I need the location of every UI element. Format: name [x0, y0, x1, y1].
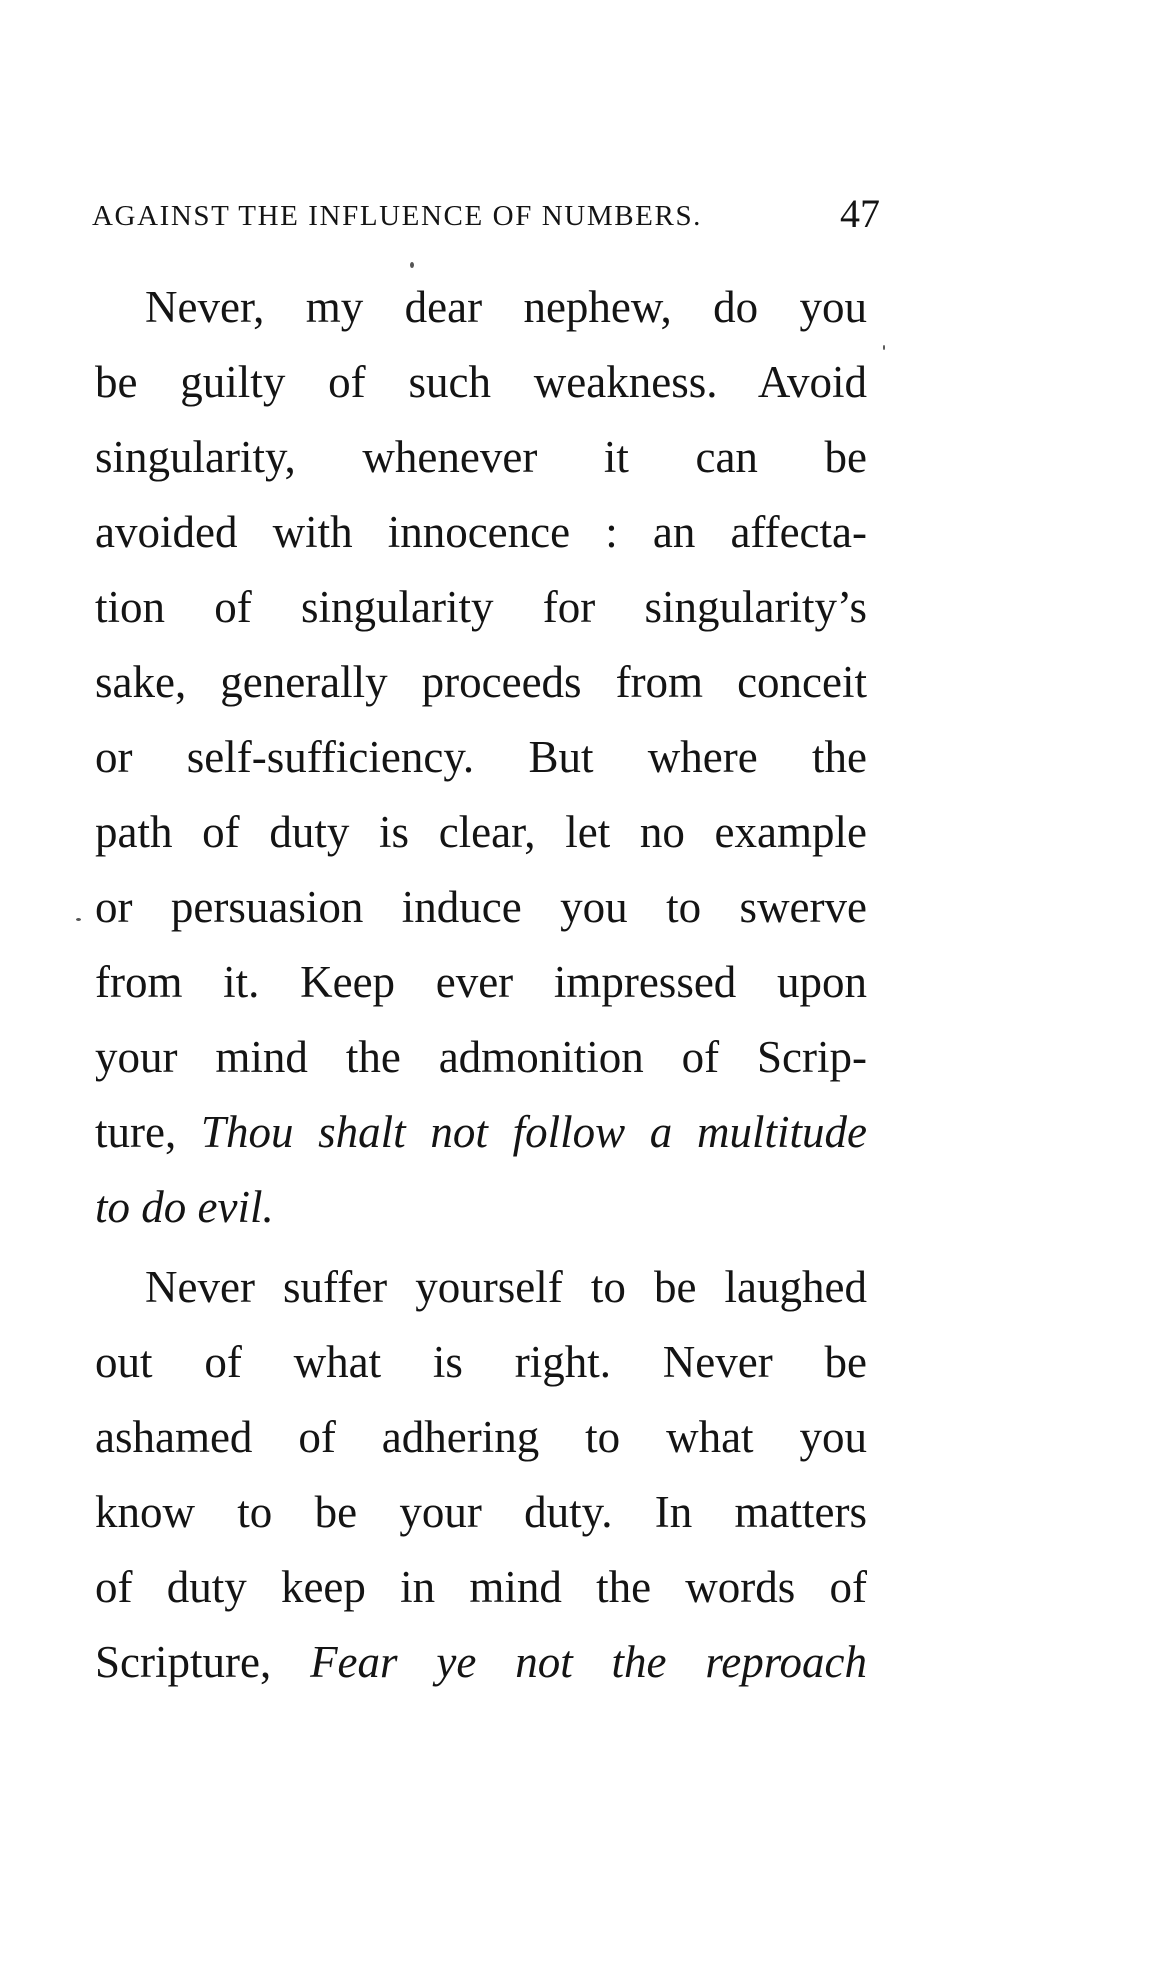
text-line: or persuasion induce you to swerve [95, 882, 867, 932]
paragraph-2 [95, 1250, 867, 1700]
ink-speck [883, 345, 885, 350]
page-number: 47 [840, 191, 880, 236]
scripture-quote: to do evil. [95, 1182, 274, 1232]
text-line: ture, Thou shalt not follow a multitude [95, 1107, 867, 1157]
text-line: of duty keep in mind the words of [95, 1562, 867, 1612]
text-line: Never suffer yourself to be laughed [145, 1262, 867, 1312]
text-line: ashamed of adhering to what you [95, 1412, 867, 1462]
running-head [92, 190, 880, 240]
text-line: your mind the admonition of Scrip- [95, 1032, 867, 1082]
body-text [95, 270, 867, 1700]
text-line [95, 1170, 867, 1245]
text-line: be guilty of such weakness. Avoid [95, 357, 867, 407]
text-line: avoided with innocence : an affecta- [95, 507, 867, 557]
text-line: sake, generally proceeds from conceit [95, 657, 867, 707]
ink-speck [76, 918, 81, 921]
text-line: path of duty is clear, let no example [95, 807, 867, 857]
text-line: Scripture, Fear ye not the reproach [95, 1637, 868, 1687]
text-line: tion of singularity for singularity’s [95, 582, 867, 632]
text-line: or self-sufficiency. But where the [95, 732, 867, 782]
scripture-quote: Fear ye not the reproach [310, 1637, 868, 1687]
paragraph-1 [95, 270, 867, 1245]
scripture-quote: Thou shalt not follow a multitude [200, 1107, 867, 1157]
text-line: Never, my dear nephew, do you [145, 282, 867, 332]
text-line: know to be your duty. In matters [95, 1487, 867, 1537]
text-line: singularity, whenever it can be [95, 432, 867, 482]
running-title: AGAINST THE INFLUENCE OF NUMBERS. [92, 200, 703, 232]
ink-speck [410, 262, 414, 268]
text-line: from it. Keep ever impressed upon [95, 957, 867, 1007]
text-line: out of what is right. Never be [95, 1337, 867, 1387]
